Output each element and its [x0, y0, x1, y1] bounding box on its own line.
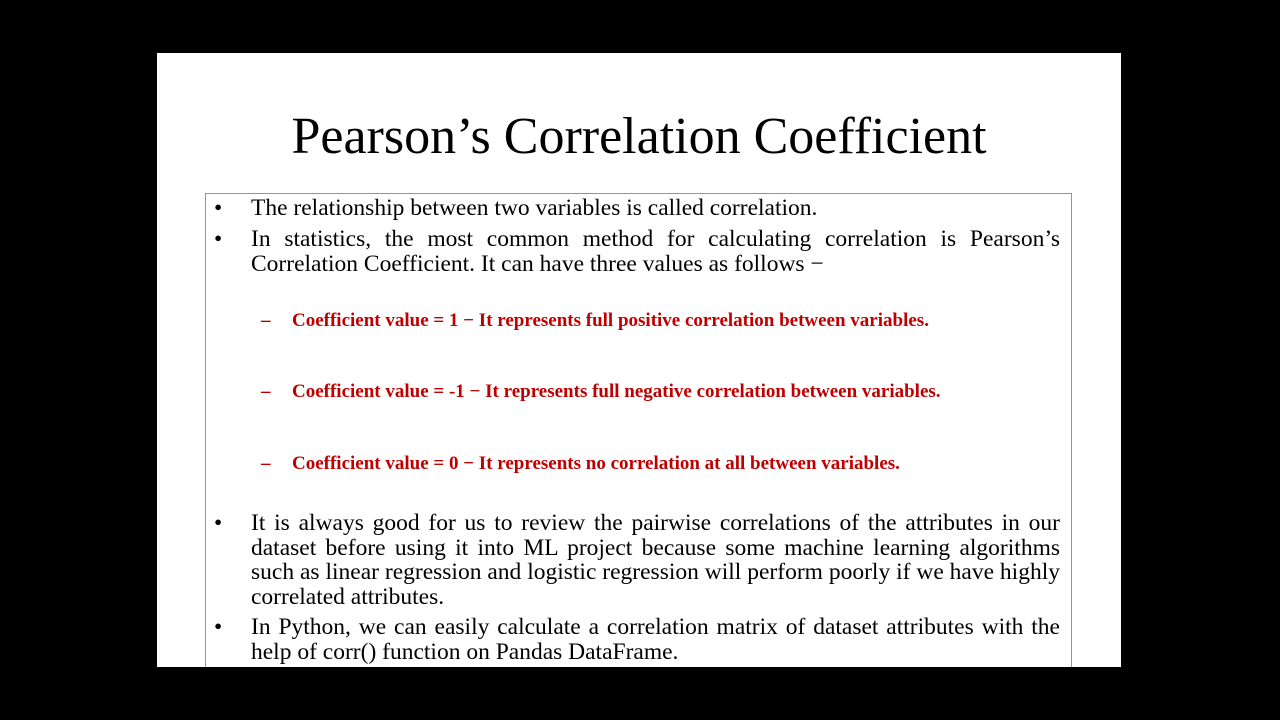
sub-bullet-negative: [261, 382, 1060, 403]
bullet-text: The relationship between two variables is called correlation.: [251, 195, 818, 221]
slide: [157, 53, 1121, 667]
slide-title: Pearson’s Correlation Coefficient: [291, 108, 987, 165]
bullet-item-statistics: [214, 227, 1060, 276]
bullet-marker: •: [214, 226, 223, 252]
sub-bullet-positive: [261, 311, 1060, 332]
content-box: [205, 193, 1072, 667]
sub-bullet-marker: –: [261, 453, 271, 474]
sub-bullet-marker: –: [261, 310, 271, 331]
sub-bullet-zero: [261, 454, 1060, 475]
bullet-item-relationship: [214, 196, 1060, 221]
bullet-item-python: [214, 615, 1060, 664]
bullet-marker: •: [214, 614, 223, 640]
bullet-text: In Python, we can easily calculate a correlation matrix of dataset attributes with the help of corr() function on Pandas DataFrame.: [251, 614, 1060, 665]
sub-bullet-marker: –: [261, 381, 271, 402]
bullet-text: In statistics, the most common method for calculating correlation is Pearson’s Correlation Coefficient. It can have three values as follows −: [251, 226, 1060, 277]
sub-bullet-text: Coefficient value = -1 − It represents full negative correlation between variables.: [292, 381, 941, 402]
bullet-text: It is always good for us to review the pairwise correlations of the attributes in our dataset before using it into ML project because some machine learning algorithms such as linear regression and logistic regression will perform poorly if we have highly correlated attributes.: [251, 510, 1060, 610]
bullet-marker: •: [214, 510, 223, 536]
sub-bullet-text: Coefficient value = 1 − It represents full positive correlation between variables.: [292, 310, 929, 331]
sub-bullet-text: Coefficient value = 0 − It represents no correlation at all between variables.: [292, 453, 900, 474]
bullet-item-pairwise: [214, 511, 1060, 609]
bullet-marker: •: [214, 195, 223, 221]
